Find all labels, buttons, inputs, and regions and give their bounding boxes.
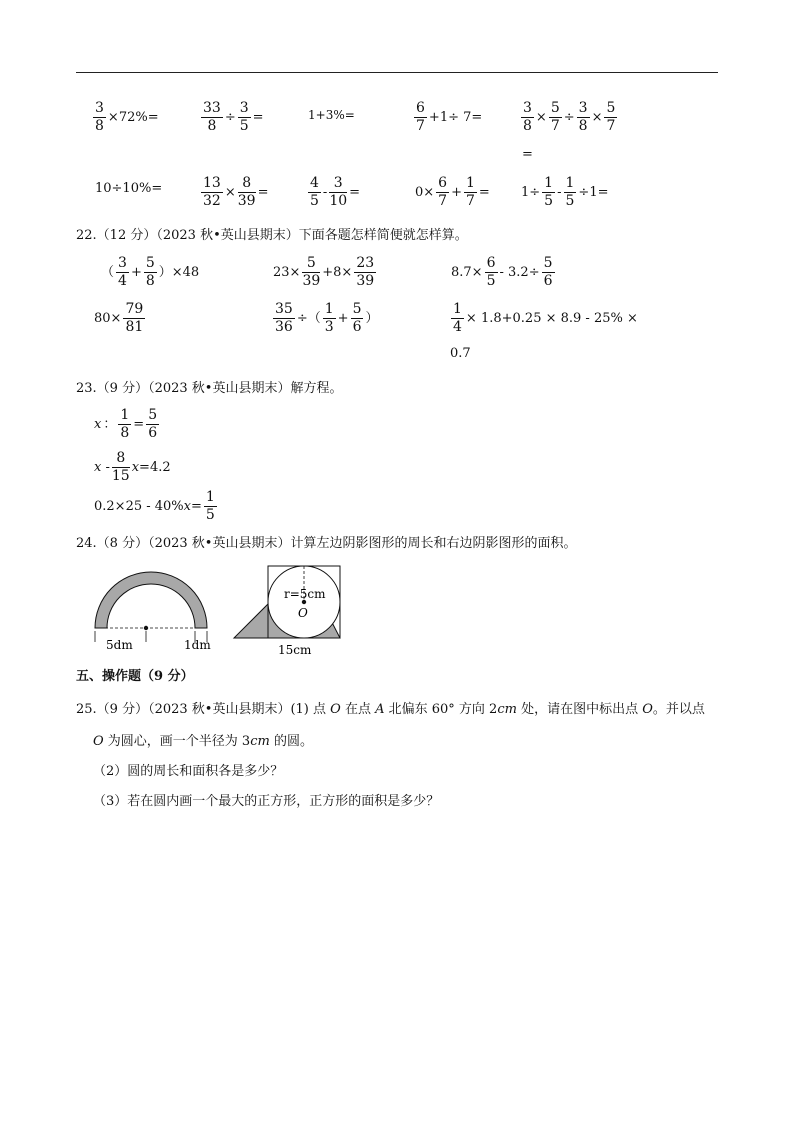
- expr-r1-5: $\frac{3}{8}$ × $\frac{5}{7}$ ÷ $\frac{3}{8}$ × $\frac{5}{7}$: [523, 100, 616, 135]
- expr-r1-5-eq: =: [522, 147, 533, 162]
- q23-header: 23.（9 分）（2023 秋•英山县期末）解方程。: [76, 381, 343, 396]
- q22-expr-4: 80× $\frac{79}{81}$: [94, 301, 144, 336]
- header-rule: [76, 72, 718, 73]
- q24-header: 24.（8 分）（2023 秋•英山县期末）计算左边阴影图形的周长和右边阴影图形的面积。: [76, 536, 577, 551]
- expr-r1-4: $\frac{6}{7}$ +1÷ 7=: [416, 100, 483, 135]
- label-5dm: 5dm: [106, 638, 133, 652]
- q25-sub2: （2）圆的周长和面积各是多少？: [93, 764, 284, 779]
- label-radius: r=5cm: [284, 587, 326, 601]
- q22-expr-1: （ $\frac{3}{4}$ + $\frac{5}{8}$ ）×48: [101, 255, 200, 290]
- q23-eq-2: x - $\frac{8}{15}$ x=4.2: [94, 450, 171, 485]
- expr-r1-2: $\frac{33}{8}$ ÷ $\frac{3}{5}$ =: [203, 100, 264, 135]
- q22-expr-5: $\frac{35}{36}$ ÷（ $\frac{1}{3}$ + $\frac{5}{6}$ ）: [275, 301, 379, 336]
- q22-expr-3: 8.7× $\frac{6}{5}$ - 3.2÷ $\frac{5}{6}$: [451, 255, 553, 290]
- expr-r1-3: 1+3%=: [308, 107, 355, 122]
- q22-expr-2: 23× $\frac{5}{39}$ +8× $\frac{23}{39}$: [273, 255, 375, 290]
- label-15cm: 15cm: [278, 643, 312, 657]
- q23-eq-1: x ： $\frac{1}{8}$ = $\frac{5}{6}$: [94, 407, 158, 442]
- section-title: 五、操作题（9 分）: [76, 669, 194, 684]
- expr-r2-3: $\frac{4}{5}$ - $\frac{3}{10}$ =: [310, 175, 361, 210]
- q25-line2: O 为圆心，画一个半径为 3cm 的圆。: [93, 734, 313, 749]
- label-1dm: 1dm: [184, 638, 211, 652]
- expr-r1-1: $\frac{3}{8}$ ×72%=: [95, 100, 159, 135]
- expr-r2-4: 0× $\frac{6}{7}$ + $\frac{1}{7}$ =: [415, 175, 490, 210]
- expr-r2-5: 1÷ $\frac{1}{5}$ - $\frac{1}{5}$ ÷1=: [521, 175, 609, 210]
- q23-eq-3: 0.2×25 - 40%x= $\frac{1}{5}$: [94, 489, 215, 524]
- label-center-o: O: [298, 606, 308, 620]
- expr-r2-2: $\frac{13}{32}$ × $\frac{8}{39}$ =: [203, 175, 269, 210]
- q22-header: 22.（12 分）（2023 秋•英山县期末）下面各题怎样简便就怎样算。: [76, 228, 468, 243]
- expr-r2-1: 10÷10%=: [95, 181, 163, 196]
- q25-line1: 25.（9 分）（2023 秋•英山县期末）(1) 点 O 在点 A 北偏东 60° 方向 2cm 处，请在图中标出点 O。并以点: [76, 702, 705, 717]
- q22-expr-6: $\frac{1}{4}$ × 1.8+0.25 × 8.9 - 25% ×: [453, 301, 638, 336]
- figure-half-ring: [85, 560, 215, 660]
- q25-sub3: （3）若在圆内画一个最大的正方形，正方形的面积是多少？: [93, 794, 440, 809]
- q22-expr-6-tail: 0.7: [450, 346, 471, 361]
- figure-circle-trapezoid: [228, 560, 358, 660]
